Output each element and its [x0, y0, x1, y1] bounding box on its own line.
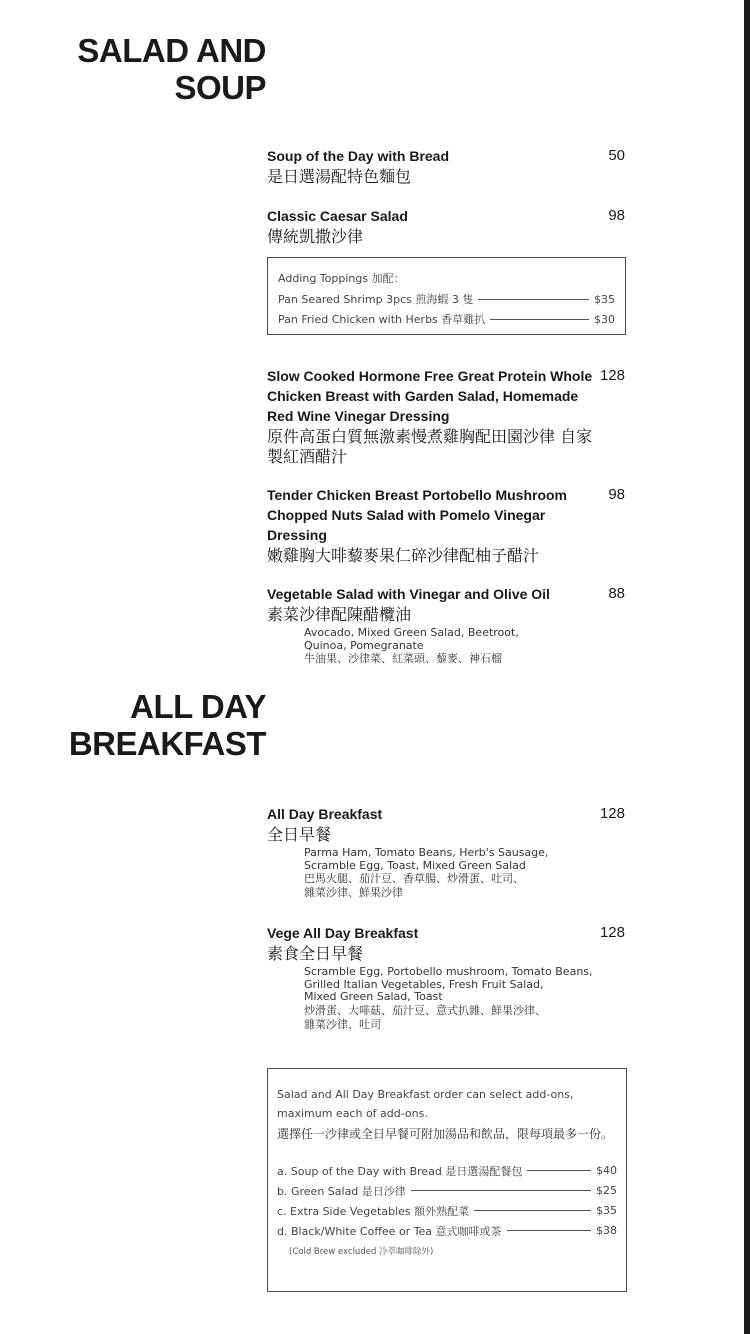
item-name-en: All Day Breakfast	[267, 806, 383, 822]
addon-label: c. Extra Side Vegetables 額外熟配菜	[277, 1204, 470, 1218]
leader-line	[474, 1210, 591, 1211]
addon-label: a. Soup of the Day with Bread 是日選湯配餐包	[277, 1164, 523, 1178]
item-name-zh: 原件高蛋白質無激素慢煮雞胸配田園沙律 自家製紅酒醋汁	[267, 427, 593, 466]
item-name-zh: 全日早餐	[267, 825, 332, 844]
addon-price: $40	[596, 1164, 617, 1177]
topping-price: $35	[594, 292, 615, 306]
item-description-en: Avocado, Mixed Green Salad, Beetroot, Quinoa, Pomegranate	[304, 626, 519, 652]
addon-row	[277, 1161, 617, 1181]
addon-price: $25	[596, 1184, 617, 1197]
item-price: 98	[608, 207, 625, 224]
menu-item-vege-all-day-breakfast	[267, 923, 627, 1032]
item-description-en: Parma Ham, Tomato Beans, Herb's Sausage, Scramble Egg, Toast, Mixed Green Salad	[304, 846, 549, 872]
title-line: SALAD AND	[77, 32, 266, 69]
item-name-zh: 嫩雞胸大啡藜麥果仁碎沙律配柚子醋汁	[267, 546, 540, 565]
menu-item-soup-of-the-day	[267, 146, 627, 187]
item-price: 88	[608, 585, 625, 602]
item-name-zh: 素食全日早餐	[267, 944, 364, 963]
addons-note-zh: 選擇任一沙律或全日早餐可附加湯品和飲品，限每項最多一份。	[277, 1127, 614, 1141]
section-title-salad-soup	[0, 32, 266, 106]
item-description-zh: 牛油果、沙律菜、紅菜頭、藜麥、神石榴	[304, 652, 502, 665]
topping-row	[278, 309, 615, 329]
section-title-all-day-breakfast	[0, 688, 266, 762]
addons-note-en: Salad and All Day Breakfast order can select add-ons, maximum each of add-ons.	[277, 1088, 574, 1120]
addon-label: b. Green Salad 是日沙律	[277, 1184, 406, 1198]
addon-label: d. Black/White Coffee or Tea 意式咖啡或茶	[277, 1224, 502, 1238]
item-name-zh: 素菜沙律配陳醋欖油	[267, 605, 412, 624]
menu-item-chicken-breast-garden-salad	[267, 366, 627, 467]
item-name-en: Vege All Day Breakfast	[267, 925, 419, 941]
menu-item-portobello-chicken-salad	[267, 485, 627, 566]
addon-row	[277, 1221, 617, 1241]
item-name-zh: 傳統凱撒沙律	[267, 227, 364, 246]
topping-label: Pan Fried Chicken with Herbs 香草雞扒	[278, 313, 486, 326]
item-name-en: Tender Chicken Breast Portobello Mushroom Chopped Nuts Salad with Pomelo Vinegar Dressing	[267, 487, 568, 543]
item-name-en: Slow Cooked Hormone Free Great Protein Whole Chicken Breast with Garden Salad, Homemade Red Wine Vinegar Dressing	[267, 368, 593, 424]
toppings-box	[267, 257, 626, 335]
menu-item-vegetable-salad	[267, 584, 627, 666]
addons-list	[277, 1161, 617, 1241]
item-description-zh: 巴馬火腿、茄汁豆、香草腸、炒滑蛋、吐司、 雜菜沙律、鮮果沙律	[304, 872, 524, 899]
title-line: BREAKFAST	[68, 725, 266, 762]
cold-brew-note: (Cold Brew excluded 冷萃咖啡除外)	[289, 1246, 434, 1257]
page-edge-line	[744, 0, 750, 1334]
menu-item-caesar-salad	[267, 206, 627, 247]
leader-line	[507, 1230, 591, 1231]
item-price: 128	[599, 367, 625, 384]
item-price: 128	[599, 924, 625, 941]
topping-row	[278, 289, 615, 309]
item-price: 128	[599, 805, 625, 822]
item-description-zh: 炒滑蛋、大啡菇、茄汁豆、意式扒雜、鮮果沙律、 雜菜沙律、吐司	[304, 1003, 546, 1031]
item-price: 98	[608, 486, 625, 503]
leader-line	[490, 319, 589, 320]
item-name-en: Soup of the Day with Bread	[267, 148, 450, 164]
topping-label: Pan Seared Shrimp 3pcs 煎海蝦 3 隻	[278, 293, 474, 306]
toppings-title: Adding Toppings 加配：	[278, 272, 405, 285]
leader-line	[478, 299, 589, 300]
addon-price: $35	[596, 1204, 617, 1217]
item-description-en: Scramble Egg, Portobello mushroom, Tomato Beans, Grilled Italian Vegetables, Fresh Fruit Salad, Mixed Green Salad, Toast	[304, 965, 593, 1003]
addon-row	[277, 1201, 617, 1221]
title-line: SOUP	[174, 69, 266, 106]
leader-line	[411, 1190, 591, 1191]
item-price: 50	[608, 147, 625, 164]
menu-item-all-day-breakfast	[267, 804, 627, 900]
addons-box	[267, 1068, 627, 1292]
leader-line	[527, 1170, 591, 1171]
item-name-en: Vegetable Salad with Vinegar and Olive Oil	[267, 586, 550, 602]
addon-price: $38	[596, 1224, 617, 1237]
item-name-zh: 是日選湯配特色麵包	[267, 167, 412, 186]
addon-row	[277, 1181, 617, 1201]
item-name-en: Classic Caesar Salad	[267, 208, 408, 224]
title-line: ALL DAY	[130, 688, 266, 725]
topping-price: $30	[594, 312, 615, 326]
